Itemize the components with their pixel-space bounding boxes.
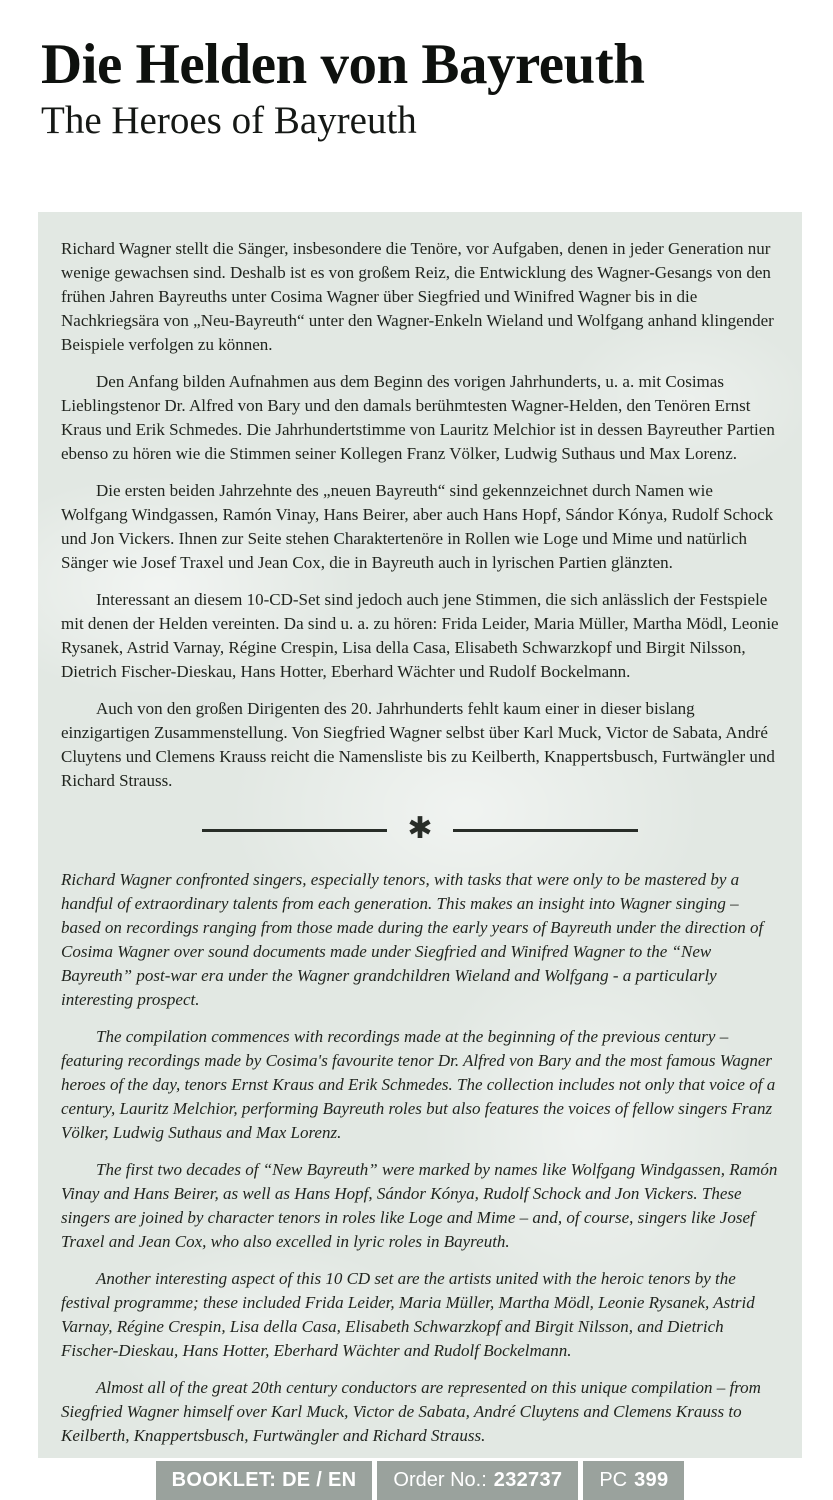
german-paragraph-2: Den Anfang bilden Aufnahmen aus dem Beginn des vorigen Jahrhunderts, u. a. mit Cosimas Lieblingstenor Dr. Alfred von Bary und den damals berühmtesten Wagner-Helden, den Tenören Ernst Kraus und Erik Schmedes. Die Jahrhundertstimme von Lauritz Melchior ist in dessen Bayreuther Partien ebenso zu hören wie die Stimmen seiner Kollegen Franz Völker, Ludwig Suthaus und Max Lorenz. — [61, 372, 775, 463]
section-divider — [61, 811, 779, 846]
english-paragraph-3: The first two decades of “New Bayreuth” were marked by names like Wolfgang Windgassen, Ramón Vinay and Hans Beirer, as well as Hans Hopf, Sándor Kónya, Rudolf Schock and Jon Vickers. These singers are joined by character tenors in roles like Loge and Mime – and, of course, singers like Josef Traxel and Jean Cox, who also excelled in lyric roles in Bayreuth. — [61, 1160, 778, 1251]
english-paragraph-5: Almost all of the great 20th century conductors are represented on this unique compilation – from Siegfried Wagner himself over Karl Muck, Victor de Sabata, André Cluytens and Clemens Krauss to Keilberth, Knappertsbusch, Furtwängler and Richard Strauss. — [61, 1378, 761, 1445]
page-header — [41, 33, 645, 143]
german-paragraph-5: Auch von den großen Dirigenten des 20. Jahrhunderts fehlt kaum einer in dieser bislang einzigartigen Zusammenstellung. Von Siegfried Wagner selbst über Karl Muck, Victor de Sabata, André Cluytens und Clemens Krauss reicht die Namensliste bis zu Keilberth, Knappertsbusch, Furtwängler und Richard Strauss. — [61, 699, 775, 790]
booklet-language-label: BOOKLET: DE / EN — [171, 1469, 357, 1491]
booklet-language-badge — [156, 1461, 373, 1500]
price-code-value: 399 — [634, 1469, 669, 1491]
german-paragraph-1: Richard Wagner stellt die Sänger, insbesondere die Tenöre, vor Aufgaben, denen in jeder Generation nur wenige gewachsen sind. Deshalb ist es von großem Reiz, die Entwicklung des Wagner-Gesangs von den frühen Jahren Bayreuths unter Cosima Wagner über Siegfried und Winifred Wagner bis in die Nachkriegsära von „Neu-Bayreuth“ unter den Wagner-Enkeln Wieland und Wolfgang anhand klingender Beispiele verfolgen zu können. — [61, 239, 774, 354]
german-paragraph-3: Die ersten beiden Jahrzehnte des „neuen Bayreuth“ sind gekennzeichnet durch Namen wie Wolfgang Windgassen, Ramón Vinay, Hans Beirer, aber auch Hans Hopf, Sándor Kónya, Rudolf Schock und Jon Vickers. Ihnen zur Seite stehen Charaktertenöre in Rollen wie Loge und Mime und natürlich Sänger wie Josef Traxel und Jean Cox, die in Bayreuth auch in lyrischen Partien glänzten. — [61, 481, 774, 572]
divider-line-right — [453, 829, 638, 832]
german-paragraph-4: Interessant an diesem 10-CD-Set sind jedoch auch jene Stimmen, die sich anlässlich der Festspiele mit denen der Helden vereinten. Da sind u. a. zu hören: Frida Leider, Maria Müller, Martha Mödl, Leonie Rysanek, Astrid Varnay, Régine Crespin, Lisa della Casa, Elisabeth Schwarzkopf und Birgit Nilsson, Dietrich Fischer-Dieskau, Hans Hotter, Eberhard Wächter und Rudolf Bockelmann. — [61, 590, 779, 681]
german-text-block — [61, 237, 779, 806]
description-panel — [38, 212, 802, 1491]
english-paragraph-4: Another interesting aspect of this 10 CD set are the artists united with the heroic tenors by the festival programme; these included Frida Leider, Maria Müller, Martha Mödl, Leonie Rysanek, Astrid Varnay, Régine Crespin, Lisa della Casa, Elisabeth Schwarzkopf and Birgit Nilsson, and Dietrich Fischer-Dieskau, Hans Hotter, Eberhard Wächter and Rudolf Bockelmann. — [61, 1269, 755, 1360]
english-paragraph-1: Richard Wagner confronted singers, especially tenors, with tasks that were only to be mastered by a handful of extraordinary talents from each generation. This makes an insight into Wagner singing – based on recordings ranging from those made during the early years of Bayreuth under the direction of Cosima Wagner over sound documents made under Siegfried and Winifred Wagner to the “New Bayreuth” post-war era under the Wagner grandchildren Wieland and Wolfgang - a particularly interesting prospect. — [61, 870, 764, 1009]
order-number-badge — [377, 1461, 578, 1500]
order-number-label: Order No.: — [393, 1469, 487, 1491]
page-title-german: Die Helden von Bayreuth — [41, 33, 645, 96]
divider-line-left — [202, 829, 387, 832]
asterisk-icon: ✱ — [407, 811, 433, 846]
order-number-value: 232737 — [493, 1469, 563, 1491]
price-code-label: PC — [599, 1469, 628, 1491]
price-code-badge — [583, 1461, 684, 1500]
footer-info-bar — [61, 1461, 779, 1500]
english-text-block — [61, 868, 779, 1461]
english-paragraph-2: The compilation commences with recordings made at the beginning of the previous century – featuring recordings made by Cosima's favourite tenor Dr. Alfred von Bary and the most famous Wagner heroes of the day, tenors Ernst Kraus and Erik Schmedes. The collection includes not only that voice of a century, Lauritz Melchior, performing Bayreuth roles but also features the voices of fellow singers Franz Völker, Ludwig Suthaus and Max Lorenz. — [61, 1027, 776, 1142]
page-title-english: The Heroes of Bayreuth — [41, 99, 417, 143]
